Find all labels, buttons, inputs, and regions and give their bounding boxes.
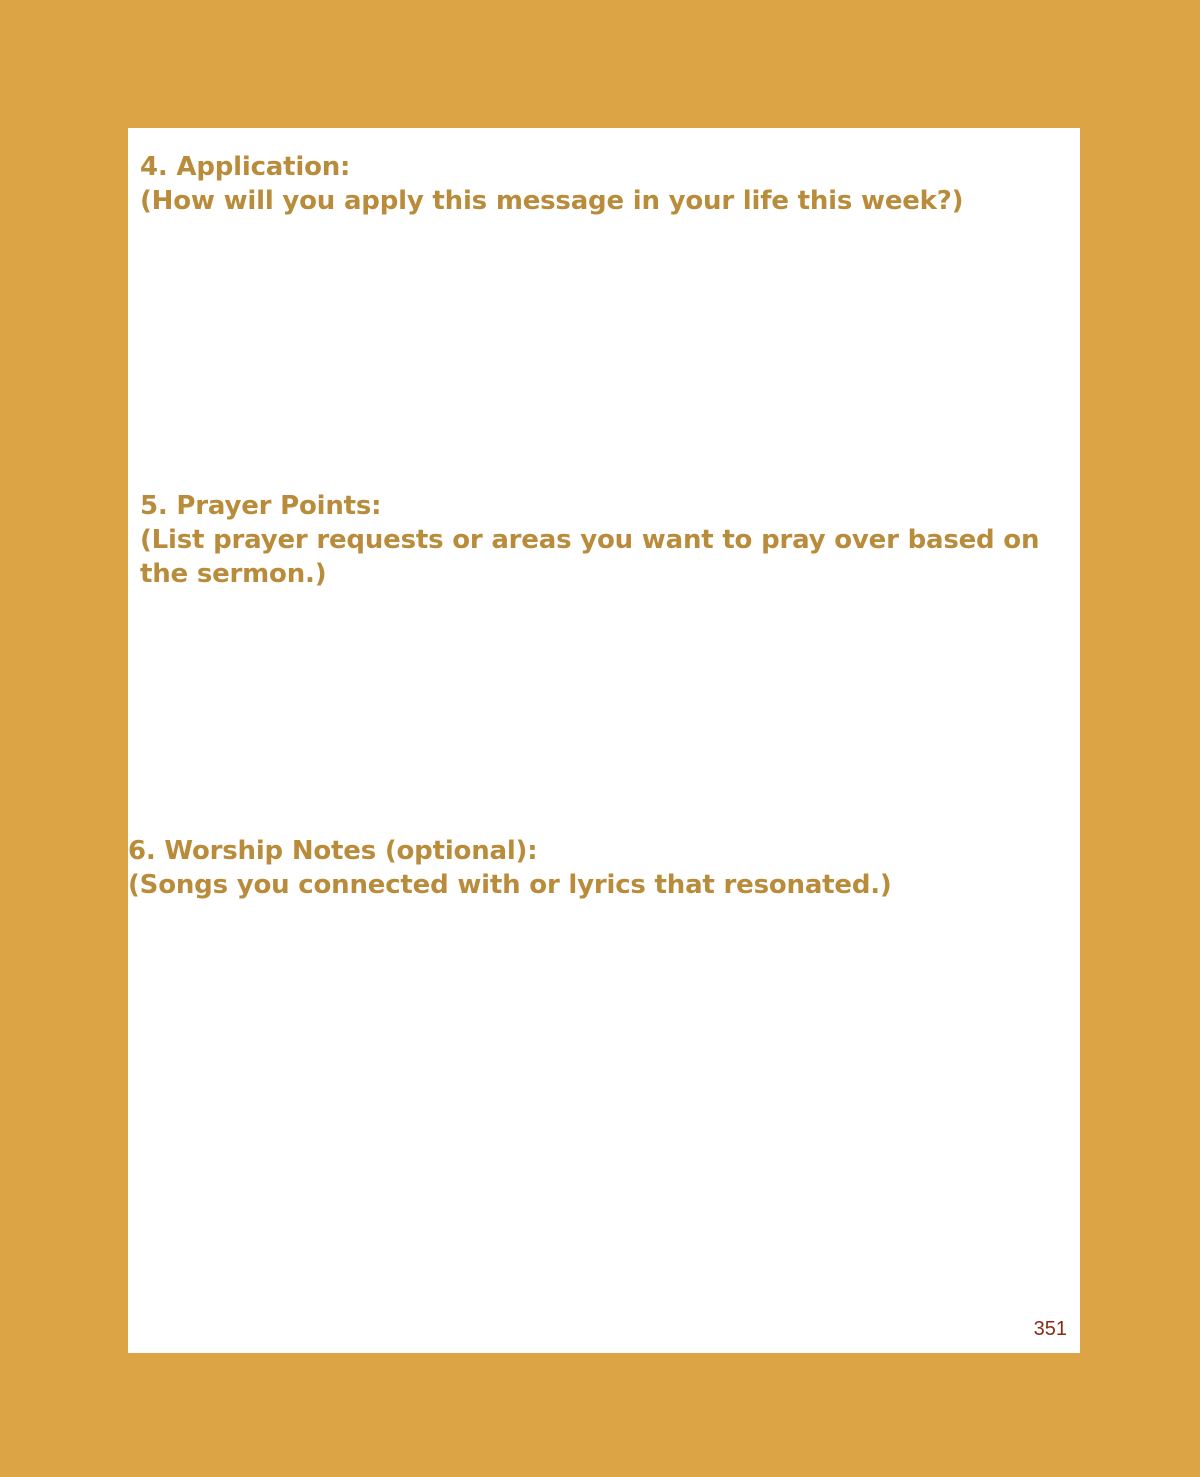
worship-notes-prompt: (Songs you connected with or lyrics that resonated.) [128,870,892,900]
journal-page [128,128,1080,1353]
prayer-points-heading: 5. Prayer Points: [140,491,382,521]
application-section [140,150,1070,218]
application-heading: 4. Application: [140,152,351,182]
prayer-points-section [140,489,1070,591]
prayer-points-prompt: (List prayer requests or areas you want to pray over based on the sermon.) [140,525,1040,589]
worship-notes-heading: 6. Worship Notes (optional): [128,836,538,866]
page-number: 351 [1033,1318,1067,1340]
application-prompt: (How will you apply this message in your life this week?) [140,186,964,216]
worship-notes-section [128,834,1068,902]
